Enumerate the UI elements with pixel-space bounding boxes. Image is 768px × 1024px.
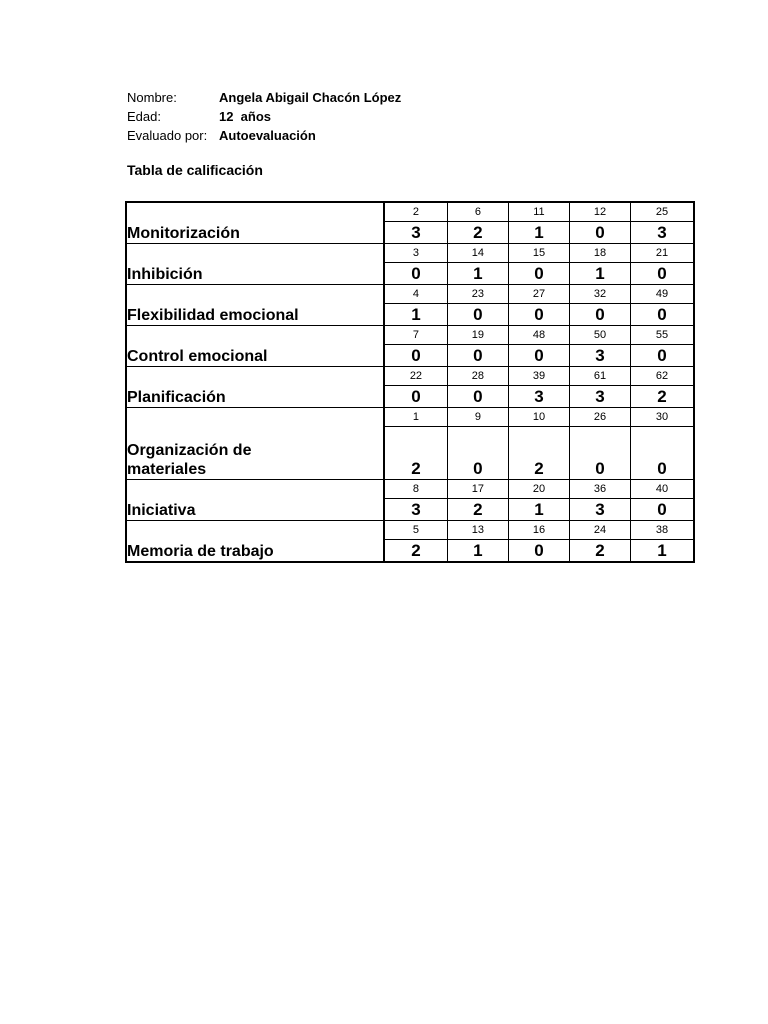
score-value: 3 <box>384 222 447 244</box>
score-value: 3 <box>570 499 631 521</box>
score-value: 1 <box>447 540 508 563</box>
label-spacer <box>126 285 384 304</box>
score-value: 3 <box>508 386 569 408</box>
section-title: Tabla de calificación <box>127 162 263 178</box>
score-value: 1 <box>508 222 569 244</box>
score-value: 0 <box>447 386 508 408</box>
score-value: 0 <box>570 427 631 480</box>
score-value: 0 <box>570 222 631 244</box>
score-value: 1 <box>384 304 447 326</box>
label-spacer <box>126 202 384 222</box>
item-number: 30 <box>631 408 694 427</box>
item-number: 12 <box>570 202 631 222</box>
score-value: 0 <box>631 263 694 285</box>
score-value: 0 <box>631 345 694 367</box>
score-value: 1 <box>631 540 694 563</box>
score-value: 3 <box>631 222 694 244</box>
score-value: 1 <box>508 499 569 521</box>
score-value: 0 <box>631 304 694 326</box>
item-number: 2 <box>384 202 447 222</box>
item-number: 36 <box>570 480 631 499</box>
item-number: 32 <box>570 285 631 304</box>
score-value: 2 <box>508 427 569 480</box>
item-number: 39 <box>508 367 569 386</box>
evaluado-value: Autoevaluación <box>219 128 316 143</box>
category-label: Control emocional <box>126 345 384 367</box>
item-number: 48 <box>508 326 569 345</box>
item-number-row <box>126 244 694 263</box>
score-row <box>126 263 694 285</box>
item-number: 16 <box>508 521 569 540</box>
score-value: 3 <box>570 386 631 408</box>
score-value: 3 <box>384 499 447 521</box>
nombre-value: Angela Abigail Chacón López <box>219 90 402 105</box>
label-spacer <box>126 326 384 345</box>
item-number: 20 <box>508 480 569 499</box>
item-number: 18 <box>570 244 631 263</box>
score-value: 0 <box>384 345 447 367</box>
item-number: 15 <box>508 244 569 263</box>
item-number: 7 <box>384 326 447 345</box>
score-value: 0 <box>508 345 569 367</box>
score-value: 3 <box>570 345 631 367</box>
item-number: 11 <box>508 202 569 222</box>
edad-label: Edad: <box>127 109 161 124</box>
item-number: 40 <box>631 480 694 499</box>
score-value: 2 <box>570 540 631 563</box>
item-number: 24 <box>570 521 631 540</box>
item-number: 17 <box>447 480 508 499</box>
item-number: 62 <box>631 367 694 386</box>
item-number: 13 <box>447 521 508 540</box>
score-row <box>126 427 694 480</box>
item-number: 23 <box>447 285 508 304</box>
item-number: 61 <box>570 367 631 386</box>
item-number-row <box>126 326 694 345</box>
evaluado-label: Evaluado por: <box>127 128 208 143</box>
score-value: 1 <box>447 263 508 285</box>
item-number: 22 <box>384 367 447 386</box>
label-spacer <box>126 408 384 427</box>
item-number: 4 <box>384 285 447 304</box>
score-value: 1 <box>570 263 631 285</box>
item-number: 19 <box>447 326 508 345</box>
score-value: 2 <box>631 386 694 408</box>
category-label: Planificación <box>126 386 384 408</box>
item-number-row <box>126 480 694 499</box>
nombre-label: Nombre: <box>127 90 177 105</box>
category-label: Organización de materiales <box>126 427 384 480</box>
patient-info <box>127 88 401 145</box>
score-value: 0 <box>508 540 569 563</box>
item-number: 55 <box>631 326 694 345</box>
evaluado-row <box>127 126 401 145</box>
item-number: 25 <box>631 202 694 222</box>
item-number-row <box>126 521 694 540</box>
score-value: 0 <box>384 386 447 408</box>
label-spacer <box>126 367 384 386</box>
category-label: Flexibilidad emocional <box>126 304 384 326</box>
score-row <box>126 345 694 367</box>
score-row <box>126 304 694 326</box>
score-value: 2 <box>384 540 447 563</box>
item-number: 10 <box>508 408 569 427</box>
item-number: 14 <box>447 244 508 263</box>
score-value: 2 <box>447 499 508 521</box>
item-number-row <box>126 202 694 222</box>
score-value: 0 <box>508 263 569 285</box>
score-row <box>126 386 694 408</box>
score-row <box>126 540 694 563</box>
label-spacer <box>126 521 384 540</box>
category-label: Memoria de trabajo <box>126 540 384 563</box>
item-number: 49 <box>631 285 694 304</box>
score-value: 0 <box>447 345 508 367</box>
score-value: 2 <box>447 222 508 244</box>
score-value: 2 <box>384 427 447 480</box>
score-value: 0 <box>447 304 508 326</box>
category-label: Iniciativa <box>126 499 384 521</box>
edad-row <box>127 107 401 126</box>
item-number: 38 <box>631 521 694 540</box>
item-number: 50 <box>570 326 631 345</box>
item-number-row <box>126 367 694 386</box>
score-value: 0 <box>384 263 447 285</box>
item-number: 8 <box>384 480 447 499</box>
item-number: 27 <box>508 285 569 304</box>
item-number: 9 <box>447 408 508 427</box>
category-label: Inhibición <box>126 263 384 285</box>
score-value: 0 <box>631 499 694 521</box>
score-row <box>126 499 694 521</box>
category-label: Monitorización <box>126 222 384 244</box>
label-spacer <box>126 244 384 263</box>
item-number: 6 <box>447 202 508 222</box>
scoring-table <box>125 201 695 563</box>
score-value: 0 <box>631 427 694 480</box>
item-number: 3 <box>384 244 447 263</box>
item-number: 21 <box>631 244 694 263</box>
label-spacer <box>126 480 384 499</box>
item-number: 5 <box>384 521 447 540</box>
score-value: 0 <box>447 427 508 480</box>
item-number: 28 <box>447 367 508 386</box>
score-value: 0 <box>570 304 631 326</box>
score-value: 0 <box>508 304 569 326</box>
item-number: 1 <box>384 408 447 427</box>
nombre-row <box>127 88 401 107</box>
score-row <box>126 222 694 244</box>
item-number-row <box>126 408 694 427</box>
item-number: 26 <box>570 408 631 427</box>
item-number-row <box>126 285 694 304</box>
edad-value: 12 años <box>219 109 272 124</box>
